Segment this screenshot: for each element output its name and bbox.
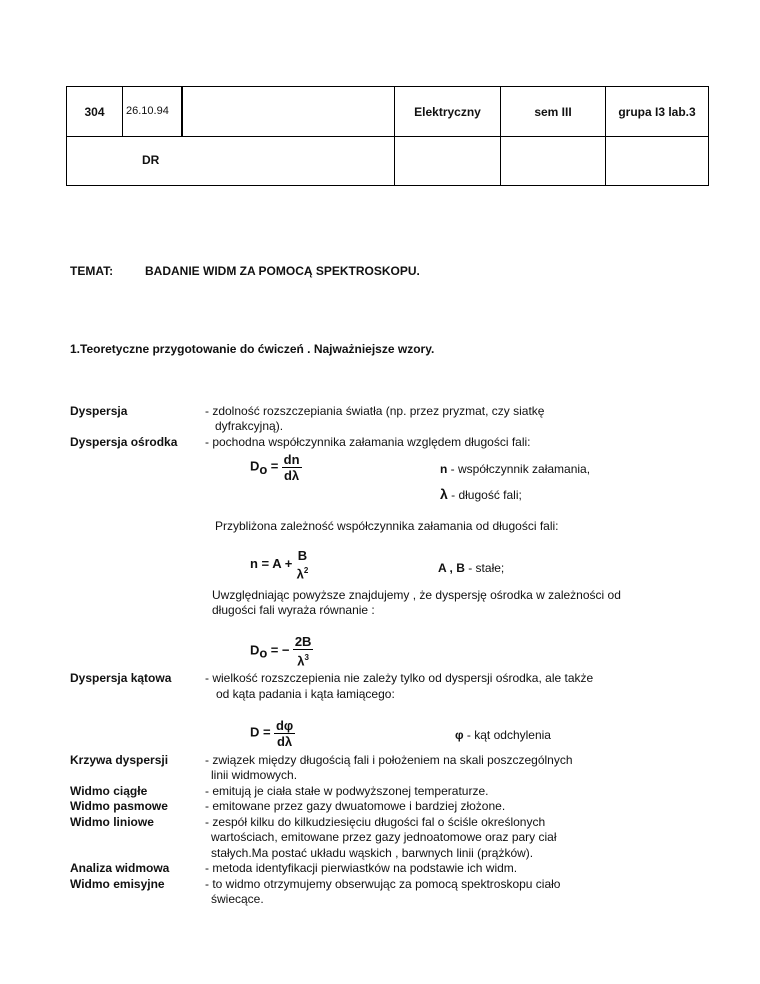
term: Dyspersja xyxy=(70,404,128,418)
cell-semester: sem III xyxy=(501,87,606,137)
definition-line: - wielkość rozszczepienia nie zależy tylko od dyspersji ośrodka, ale także xyxy=(205,671,594,685)
definition-line: - emitowane przez gazy dwuatomowe i bardziej złożone. xyxy=(205,799,506,813)
cell-faculty: Elektryczny xyxy=(395,87,501,137)
section-heading: 1.Teoretyczne przygotowanie do ćwiczeń . Najważniejsze wzory. xyxy=(70,342,435,356)
definition-line: linii widmowych. xyxy=(211,768,298,782)
formula-cauchy: n = A + B $\lambda^2$ xyxy=(250,548,309,582)
definition-line: - pochodna współczynnika załamania względem długości fali: xyxy=(205,435,531,449)
legend-lambda: λ - długość fali; xyxy=(440,486,522,502)
cell-group: grupa I3 lab.3 xyxy=(606,87,709,137)
term: Dyspersja kątowa xyxy=(70,671,172,685)
cell-empty xyxy=(395,137,501,186)
definition-line: wartościach, emitowane przez gazy jednoatomowe oraz pary ciał xyxy=(211,830,557,844)
definition-line: - zdolność rozszczepiania światła (np. przez pryzmat, czy siatkę xyxy=(205,404,545,418)
approx-text: Przybliżona zależność współczynnika załamania od długości fali: xyxy=(215,519,559,533)
definition-line: - metoda identyfikacji pierwiastków na podstawie ich widm. xyxy=(205,861,518,875)
term: Widmo pasmowe xyxy=(70,799,168,813)
definition-line: od kąta padania i kąta łamiącego: xyxy=(216,687,395,701)
legend-n: n - współczynnik załamania, xyxy=(440,462,591,476)
topic-title: BADANIE WIDM ZA POMOCĄ SPEKTROSKOPU. xyxy=(145,264,420,278)
derive-text: Uwzględniając powyższe znajdujemy , że dyspersję ośrodka w zależności od xyxy=(212,588,621,602)
cell-empty xyxy=(182,87,395,137)
definition-line: - związek między długością fali i położeniem na skali poszczególnych xyxy=(205,753,573,767)
definition-line: - zespół kilku do kilkudziesięciu długości fal o ściśle określonych xyxy=(205,815,546,829)
term: Krzywa dyspersji xyxy=(70,753,169,767)
formula-angular-dispersion: D = $\frac{d\varphi}{d\lambda}$ xyxy=(250,718,294,749)
formula-dispersion-medium: $D_o$ = $\frac{dn}{d\lambda}$ xyxy=(250,452,300,483)
header-table xyxy=(66,86,709,186)
term: Widmo emisyjne xyxy=(70,877,165,891)
legend-constants: A , B - stałe; xyxy=(438,561,505,575)
definition-line: - emitują je ciała stałe w podwyższonej temperaturze. xyxy=(205,784,489,798)
definition-line: świecące. xyxy=(211,892,264,906)
topic-label: TEMAT: xyxy=(70,264,114,278)
cell-number: 304 xyxy=(67,87,123,137)
cell-initials: DR xyxy=(67,137,395,186)
derive-text: długości fali wyraża równanie : xyxy=(212,603,375,617)
definition-line: stałych.Ma postać układu wąskich , barwnych linii (prążków). xyxy=(211,846,534,860)
term: Analiza widmowa xyxy=(70,861,170,875)
definition-line: - to widmo otrzymujemy obserwując za pomocą spektroskopu ciało xyxy=(205,877,561,891)
term: Widmo liniowe xyxy=(70,815,154,829)
cell-date: 26.10.94 xyxy=(123,87,183,137)
term: Widmo ciągłe xyxy=(70,784,148,798)
legend-phi: φ - kąt odchylenia xyxy=(455,728,551,742)
cell-empty xyxy=(501,137,606,186)
definition-line: dyfrakcyjną). xyxy=(215,419,284,433)
term: Dyspersja ośrodka xyxy=(70,435,178,449)
cell-empty xyxy=(606,137,709,186)
formula-dispersion-derived: $D_o$ = − $\frac{2B}{\lambda^3}$ xyxy=(250,634,312,669)
